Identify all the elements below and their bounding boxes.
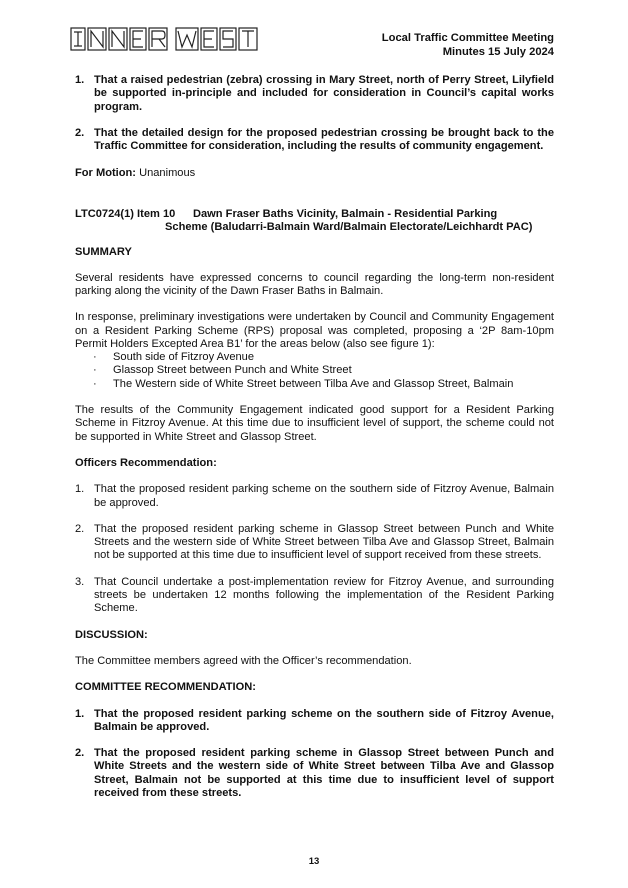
- list-text: That the proposed resident parking scheme on the southern side of Fitzroy Avenue, Balmain be approved.: [94, 483, 554, 509]
- council-logo: [70, 26, 270, 57]
- page-header: [382, 31, 554, 59]
- list-text: That the proposed resident parking scheme on the southern side of Fitzroy Avenue, Balmain be approved.: [94, 707, 554, 733]
- list-number: 1.: [75, 483, 85, 496]
- list-item: [75, 523, 554, 563]
- list-number: 3.: [75, 575, 85, 588]
- list-number: 2.: [75, 522, 85, 535]
- list-item: [75, 364, 554, 377]
- committee-recommendation-list: [75, 708, 554, 801]
- list-item: [75, 708, 554, 735]
- list-item: [75, 576, 554, 616]
- motion-value: Unanimous: [136, 167, 196, 180]
- bullet-icon: ·: [93, 364, 97, 377]
- list-item: [75, 74, 554, 114]
- list-number: 2.: [75, 747, 85, 760]
- list-item: [75, 378, 554, 391]
- summary-heading: SUMMARY: [75, 246, 132, 259]
- summary-paragraph: Several residents have expressed concerns to council regarding the long-term non-resident parking along the vicinity of the Dawn Fraser Baths in Balmain.: [75, 271, 554, 297]
- area-bullet-list: [75, 351, 554, 391]
- list-text: That a raised pedestrian (zebra) crossing in Mary Street, north of Perry Street, Lilyfield be supported in-principle and included for consideration in Council’s capital works program.: [94, 74, 554, 113]
- officers-recommendation-list: [75, 483, 554, 615]
- motion-line: [75, 167, 554, 180]
- bullet-text: The Western side of White Street between Tilba Ave and Glassop Street, Balmain: [113, 377, 514, 390]
- committee-heading: COMMITTEE RECOMMENDATION:: [75, 681, 256, 694]
- item-title-line1: Dawn Fraser Baths Vicinity, Balmain - Residential Parking: [193, 207, 498, 220]
- previous-recommendation-list: [75, 74, 554, 153]
- list-number: 2.: [75, 126, 85, 139]
- item-code: LTC0724(1) Item 10: [75, 207, 176, 220]
- list-item: [75, 483, 554, 510]
- bullet-text: South side of Fitzroy Avenue: [113, 351, 255, 364]
- summary-paragraph: In response, preliminary investigations were undertaken by Council and Community Engagement on a Resident Parking Scheme (RPS) proposal was completed, proposing a ‘2P 8am-10pm Permit Holders Excepted Area B1’ for the areas below (also see figure 1):: [75, 311, 554, 350]
- list-item: [75, 747, 554, 800]
- document-body: [75, 74, 554, 800]
- header-minutes-date: Minutes 15 July 2024: [442, 46, 554, 58]
- item-heading: [75, 208, 554, 235]
- list-item: [75, 127, 554, 154]
- item-title-line2: Scheme (Baludarri-Balmain Ward/Balmain Electorate/Leichhardt PAC): [165, 221, 533, 234]
- discussion-text: The Committee members agreed with the Officer’s recommendation.: [75, 654, 412, 667]
- list-text: That Council undertake a post-implementation review for Fitzroy Avenue, and surrounding streets be undertaken 12 months following the implementation of the Resident Parking Scheme.: [94, 575, 554, 615]
- list-item: [75, 351, 554, 364]
- page-number: 13: [308, 856, 320, 867]
- bullet-icon: ·: [93, 377, 97, 390]
- list-number: 1.: [75, 707, 85, 720]
- list-number: 1.: [75, 74, 85, 86]
- list-text: That the proposed resident parking scheme in Glassop Street between Punch and White Streets and the western side of White Street between Tilba Ave and Glassop Street, Balmain not be supported at this time due to insufficient level of support received from these streets.: [94, 522, 554, 562]
- list-text: That the detailed design for the proposed pedestrian crossing be brought back to the Traffic Committee for consideration, including the results of community engagement.: [94, 126, 554, 153]
- header-meeting-title: Local Traffic Committee Meeting: [381, 32, 554, 44]
- motion-label: For Motion:: [75, 167, 136, 180]
- summary-paragraph: The results of the Community Engagement indicated good support for a Resident Parking Scheme in Fitzroy Avenue. At this time due to insufficient level of support, the scheme could not be supported in White Street and Glassop Street.: [75, 404, 554, 443]
- list-text: That the proposed resident parking scheme in Glassop Street between Punch and White Streets and the western side of White Street between Tilba Ave and Glassop Street, Balmain not be supported at this time due to insufficient level of support received from these streets.: [94, 747, 554, 799]
- inner-west-logo-icon: [70, 26, 270, 52]
- officers-heading: Officers Recommendation:: [75, 456, 217, 469]
- bullet-text: Glassop Street between Punch and White Street: [113, 364, 352, 377]
- discussion-heading: DISCUSSION:: [75, 628, 148, 641]
- bullet-icon: ·: [93, 351, 97, 364]
